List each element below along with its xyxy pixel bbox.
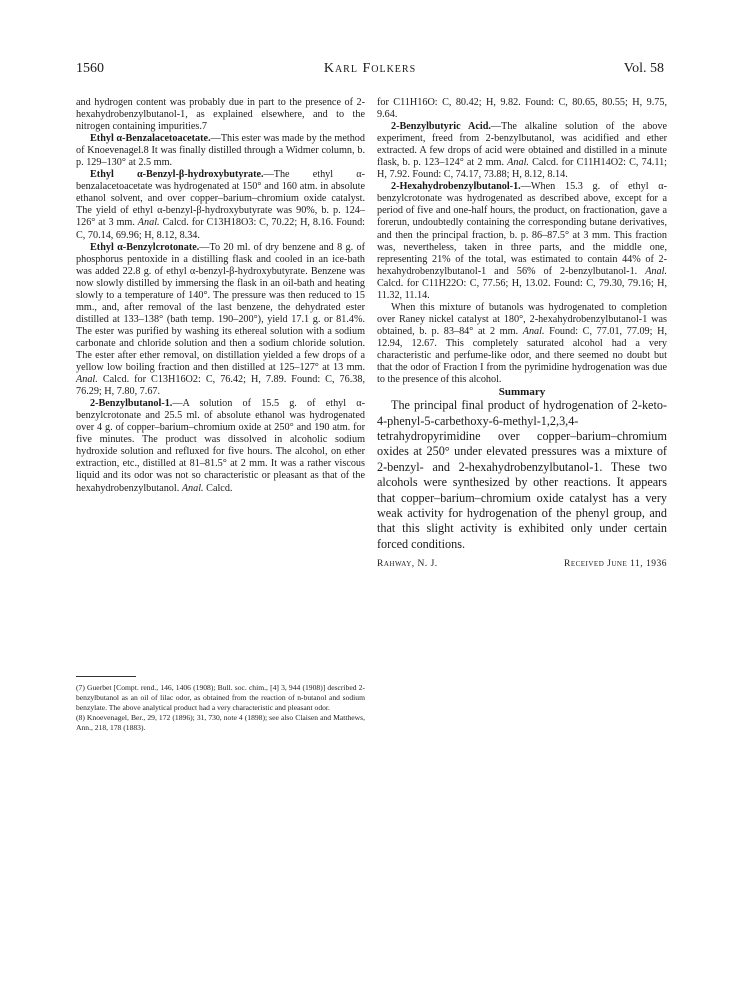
paragraph-text: —When 15.3 g. of ethyl α-benzylcrotonate was hydrogenated as described above, except for a period of five and one-half hours, the product, on fractionation, gave a forerun, undoubtedly containing the corresponding butane derivatives, and then the principal fraction, b. p. 86–87.5° at 3 mm. This fraction was, nevertheless, taken in three parts, and the middle one, representing 21% of the total, was estimated to contain 44% of 2-hexahydrobenzylbutanol-1 and 56% of 2-benzylbutanol-1. xyxy=(377,181,667,277)
section-title: 2-Hexahydrobenzylbutanol-1. xyxy=(391,181,521,193)
anal-label: Anal. xyxy=(137,217,160,229)
footnote-7: (7) Guerbet [Compt. rend., 146, 1406 (1908); Bull. soc. chim., [4] 3, 944 (1908)] described 2-benzylbutanol as an oil of lilac odor, as obtained from the reaction of n-butanol and sodium benzylate. The above analytical product had a very characteristic and pleasant odor. xyxy=(76,683,365,712)
paragraph-text: Calcd. for C11H22O: C, 77.56; H, 13.02. Found: C, 79.30, 79.16; H, 11.32, 11.14. xyxy=(377,277,667,301)
paragraph: for C11H16O: C, 80.42; H, 9.82. Found: C, 80.65, 80.55; H, 9.75, 9.64. xyxy=(377,97,667,121)
paragraph-text: Calcd. for C13H16O2: C, 76.42; H, 7.89. Found: C, 76.38, 76.29; H, 7.80, 7.67. xyxy=(76,374,365,398)
section-title: Ethyl α-Benzyl-β-hydroxybutyrate. xyxy=(90,169,264,181)
footnote-rule xyxy=(76,676,136,677)
paragraph-text: —To 20 ml. of dry benzene and 8 g. of phosphorus pentoxide in a distilling flask and cooled in an ice-bath was added 22.8 g. of ethyl α-benzyl-β-hydroxybutyrate. Benzene was now slowly distilled by immersing the flask in an oil-bath and heating slowly to a temperature of 140°. The pressure was then reduced to 15 mm., and, after removal of the last benzene, the dehydrated ester distilled at 133–138° (bath temp. 190–200°), yield 17.1 g. or 81.4%. The ester was purified by washing its ethereal solution with a sodium carbonate and chloride solution and then a sodium chloride solution. The ester after ether removal, on distillation yielded a few drops of a yellow low boiling fraction and then distilled at 125–127° at 13 mm. xyxy=(76,241,365,374)
page-header xyxy=(76,61,664,83)
paragraph xyxy=(76,398,365,494)
paragraph-text: —This ester was made by the method of Knoevenagel.8 It was finally distilled through a Widmer column, b. p. 129–130° at 2.5 mm. xyxy=(76,133,365,169)
footnote-8: (8) Knoevenagel, Ber., 29, 172 (1896); 31, 730, note 4 (1898); see also Claisen and Matthews, Ann., 218, 178 (1883). xyxy=(76,713,365,732)
anal-label: Anal. xyxy=(76,374,98,386)
section-title: 2-Benzylbutanol-1. xyxy=(90,398,173,410)
paragraph-text: —A solution of 15.5 g. of ethyl α-benzylcrotonate and 25.5 ml. of absolute ethanol was hydrogenated over 4 g. of copper–barium–chromium oxide at 250° and 190 atm. for five minutes. The product was dissolved in alcoholic sodium hydroxide solution and refluxed for five hours. The alcohol, on ether extraction, etc., distilled at 81–81.5° at 2 mm. It was a rather viscous liquid and its odor was not so characteristic or pleasant as that of the hexahydrobenzylbutanol. xyxy=(76,398,365,494)
anal-label: Anal. xyxy=(522,325,545,337)
place: Rahway, N. J. xyxy=(377,559,438,570)
paragraph-text: Calcd. for C11H14O2: C, 74.11; H, 7.92. Found: C, 74.17, 73.88; H, 8.12, 8.14. xyxy=(377,157,667,181)
running-head: Karl Folkers xyxy=(323,61,417,76)
paragraph-text: —The ethyl α-benzalacetoacetate was hydrogenated at 150° and 160 atm. in absolute ethanol solvent, and over copper–barium–chromium oxide catalyst. The yield of ethyl α-benzyl-β-hydroxybutyrate was 90%, b. p. 124–126° at 3 mm. xyxy=(76,169,365,229)
paragraph xyxy=(377,121,667,181)
paragraph-text: —The alkaline solution of the above experiment, freed from 2-benzylbutanol, was acidified and ether extracted. A few drops of acid were obtained and distilled in a minute flask, b. p. 123–124° at 2 mm. xyxy=(377,121,668,169)
received-date: Received June 11, 1936 xyxy=(563,559,667,570)
anal-label: Anal. xyxy=(645,265,667,277)
summary-heading: Summary xyxy=(498,386,546,399)
summary-text: The principal final product of hydrogenation of 2-keto-4-phenyl-5-carbethoxy-6-methyl-1,2,3,4-tetrahydropyrimidine over copper–barium–chromium oxides at 250° under elevated pressures was a mixture of 2-benzyl- and 2-hexahydrobenzylbutanol-1. These two alcohols were synthesized by other reactions. It appears that copper–barium–chromium oxide catalyst has a very weak activity for hydrogenation of the phenyl group, and that this slight activity is exhibited only under certain forced conditions. xyxy=(377,398,667,551)
paragraph xyxy=(76,169,365,241)
paragraph-text: When this mixture of butanols was hydrogenated to completion over Raney nickel catalyst at 180°, 2-hexahydrobenzylbutanol-1 was obtained, b. p. 83–84° at 2 mm. xyxy=(377,301,667,337)
volume-label: Vol. 58 xyxy=(623,61,664,76)
anal-label: Anal. xyxy=(507,157,529,169)
section-title: Ethyl α-Benzalacetoacetate. xyxy=(90,133,211,145)
anal-label: Anal. xyxy=(181,482,204,494)
page-number: 1560 xyxy=(76,61,104,76)
paragraph-text: Calcd. for C13H18O3: C, 70.22; H, 8.16. Found: C, 70.14, 69.96; H, 8.12, 8.34. xyxy=(76,217,366,241)
paragraph xyxy=(377,181,667,301)
signature-line xyxy=(377,558,667,574)
left-column xyxy=(76,97,365,495)
section-title: 2-Benzylbutyric Acid. xyxy=(391,121,491,133)
right-column xyxy=(377,97,667,574)
paragraph-text: Found: C, 77.01, 77.09; H, 12.94, 12.67. This completely saturated alcohol had a very characteristic and perfume-like odor, and there seemed no doubt but that the odor of Fraction I from the pyrimidine hydrogenation was due to the presence of this alcohol. xyxy=(377,325,668,386)
section-title: Ethyl α-Benzylcrotonate. xyxy=(90,241,200,253)
footnotes xyxy=(76,683,365,733)
paragraph-text: Calcd. xyxy=(206,482,233,494)
paragraph xyxy=(377,302,667,386)
paragraph xyxy=(76,242,365,399)
paragraph xyxy=(76,133,365,169)
paragraph: and hydrogen content was probably due in part to the presence of 2-hexahydrobenzylbutanol-1, as explained elsewhere, and to the nitrogen containing impurities.7 xyxy=(76,97,365,133)
